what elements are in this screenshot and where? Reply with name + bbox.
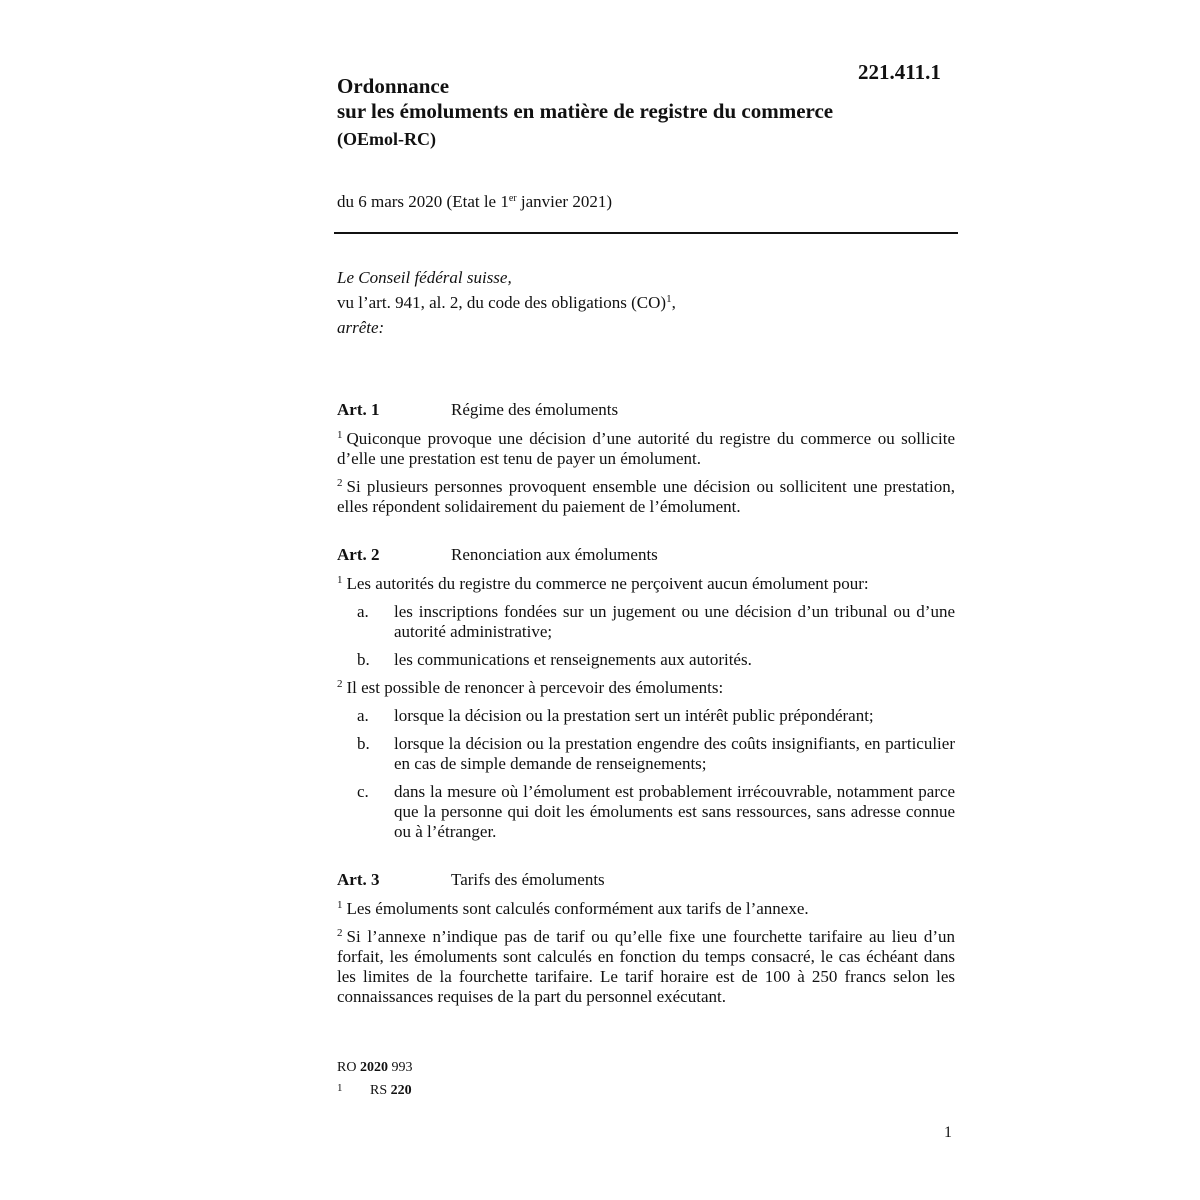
preamble-basis [337, 290, 676, 315]
list-item [337, 650, 955, 670]
footnote-1 [337, 1078, 412, 1101]
article-2-header [337, 545, 955, 565]
date-sup: er [508, 193, 517, 204]
preamble-decree: arrête: [337, 318, 385, 337]
list-letter: c. [357, 782, 369, 801]
article-number: Art. 1 [337, 400, 380, 419]
date-prefix: du 6 mars 2020 (Etat le 1 [337, 192, 509, 211]
article-3-header [337, 870, 955, 890]
paragraph-text: Les autorités du registre du commerce ne perçoivent aucun émolument pour: [346, 574, 869, 593]
paragraph [337, 477, 955, 517]
document-title [337, 74, 833, 152]
paragraph-text: Si plusieurs personnes provoquent ensemble une décision ou sollicitent une prestation, elles répondent solidairement du paiement de l’émolument. [337, 477, 955, 516]
paragraph-text: Quiconque provoque une décision d’une autorité du registre du commerce ou sollicite d’elle une prestation est tenu de payer un émolument. [337, 429, 955, 468]
page-number: 1 [944, 1124, 952, 1141]
list-text: dans la mesure où l’émolument est probablement irrécouvrable, notamment parce que la personne qui doit les émoluments est sans ressources, sans adresse connue ou à l’étranger. [394, 782, 955, 841]
list-letter: b. [357, 734, 370, 753]
article-1 [337, 400, 955, 517]
date-suffix: janvier 2021) [516, 192, 612, 211]
article-number: Art. 3 [337, 870, 380, 889]
article-3 [337, 870, 955, 1007]
paragraph-number: 2 [337, 927, 343, 939]
list-letter: a. [357, 602, 369, 621]
ro-prefix: RO [337, 1060, 360, 1075]
footnote-ref: 220 [390, 1083, 412, 1098]
list-text: les communications et renseignements aux autorités. [394, 650, 752, 669]
article-heading: Renonciation aux émoluments [451, 545, 658, 564]
footnote-ref-1[interactable]: 1 [666, 293, 672, 305]
list-text: lorsque la décision ou la prestation engendre des coûts insignifiants, en particulier en cas de simple demande de renseignements; [394, 734, 955, 773]
paragraph-number: 1 [337, 429, 343, 441]
preamble-authority: Le Conseil fédéral suisse, [337, 268, 512, 287]
paragraph-number: 1 [337, 899, 343, 911]
footnote-number: 1 [337, 1082, 343, 1094]
preamble-basis-text: vu l’art. 941, al. 2, du code des obligations (CO) [337, 293, 667, 312]
footer-notes [337, 1058, 412, 1101]
paragraph [337, 678, 955, 698]
paragraph-number: 2 [337, 477, 343, 489]
ro-reference [337, 1058, 412, 1078]
footnote-prefix: RS [370, 1083, 391, 1098]
list-text: les inscriptions fondées sur un jugement ou une décision d’un tribunal ou d’une autorité administrative; [394, 602, 955, 641]
list-item [337, 602, 955, 642]
article-2 [337, 545, 955, 842]
header-divider [334, 232, 958, 234]
sr-number: 221.411.1 [858, 60, 941, 84]
article-heading: Tarifs des émoluments [451, 870, 605, 889]
paragraph [337, 574, 955, 594]
title-abbreviation: (OEmol-RC) [337, 129, 436, 149]
paragraph [337, 899, 955, 919]
articles [337, 400, 955, 1015]
paragraph [337, 927, 955, 1007]
article-number: Art. 2 [337, 545, 380, 564]
document-date [337, 192, 612, 212]
paragraph-text: Il est possible de renoncer à percevoir des émoluments: [346, 678, 724, 697]
list-item [337, 734, 955, 774]
list-item [337, 706, 955, 726]
list-letter: b. [357, 650, 370, 669]
list-item [337, 782, 955, 842]
preamble [337, 265, 676, 340]
paragraph-text: Si l’annexe n’indique pas de tarif ou qu’elle fixe une fourchette tarifaire au lieu d’un forfait, les émoluments sont calculés en fonction du temps consacré, le cas échéant dans les limites de la fourchette tarifaire. Le tarif horaire est de 100 à 250 francs selon les connaissances requises de la part du personnel exécutant. [337, 927, 955, 1006]
article-heading: Régime des émoluments [451, 400, 619, 419]
paragraph-number: 1 [337, 574, 343, 586]
title-line-1: Ordonnance [337, 74, 450, 98]
paragraph [337, 429, 955, 469]
title-line-2: sur les émoluments en matière de registre du commerce [337, 99, 834, 123]
preamble-basis-end: , [671, 293, 676, 312]
list-text: lorsque la décision ou la prestation sert un intérêt public prépondérant; [394, 706, 874, 725]
list-letter: a. [357, 706, 369, 725]
paragraph-number: 2 [337, 678, 343, 690]
ro-year: 2020 [359, 1060, 388, 1075]
article-1-header [337, 400, 955, 420]
ro-page: 993 [387, 1060, 413, 1075]
paragraph-text: Les émoluments sont calculés conformément aux tarifs de l’annexe. [346, 899, 809, 918]
